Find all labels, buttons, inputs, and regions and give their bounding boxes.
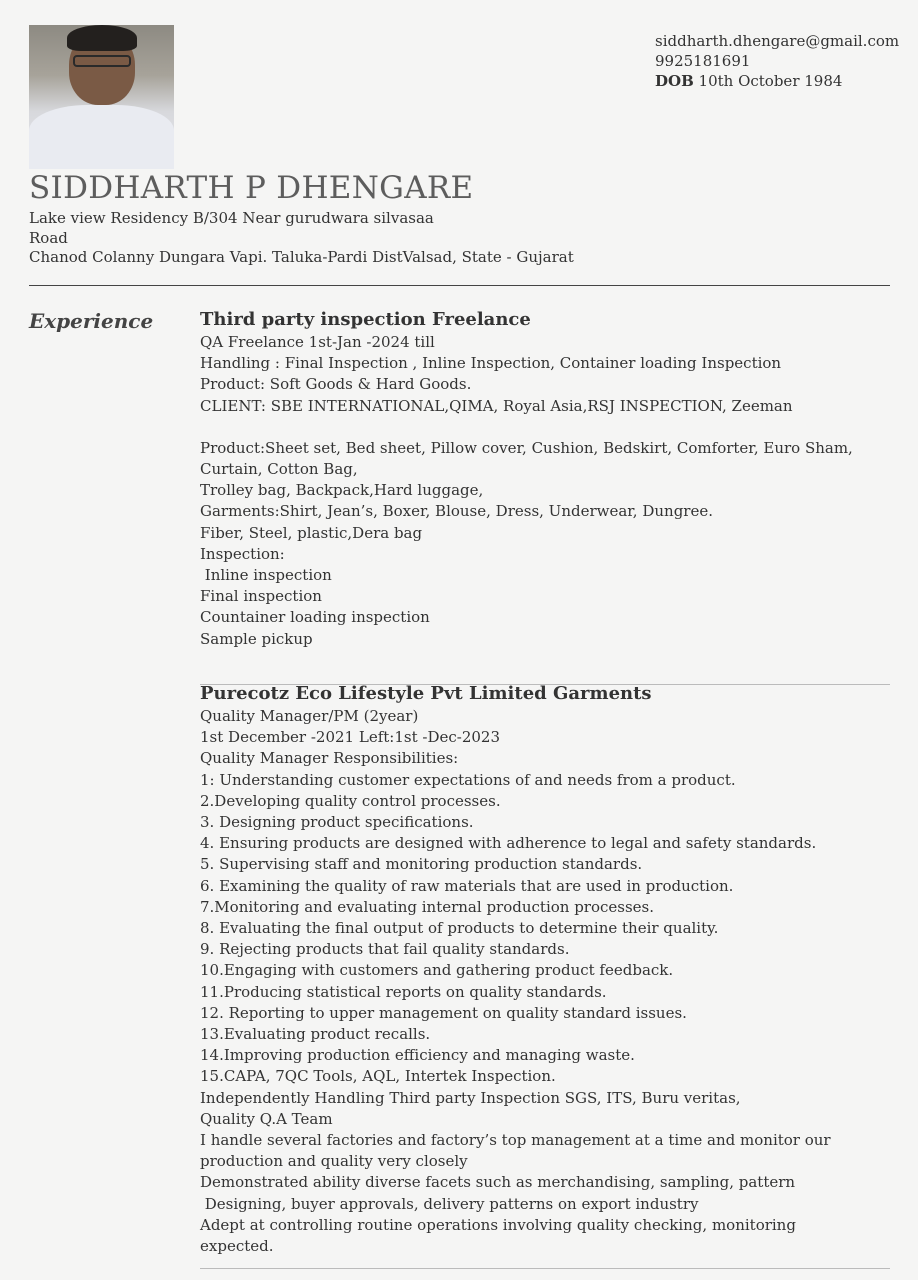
job-line: 7.Monitoring and evaluating internal production processes. <box>200 897 655 916</box>
job-line: Adept at controlling routine operations involving quality checking, monitoring <box>200 1215 796 1234</box>
job-line: 6. Examining the quality of raw materials that are used in production. <box>200 876 734 895</box>
job-line: I handle several factories and factory’s top management at a time and monitor our <box>200 1131 831 1150</box>
job-line: Demonstrated ability diverse facets such as merchandising, sampling, pattern <box>200 1173 796 1192</box>
job-line: production and quality very closely <box>200 1152 468 1171</box>
job-line: 4. Ensuring products are designed with adherence to legal and safety standards. <box>200 834 817 853</box>
profile-photo <box>29 25 174 169</box>
dob-line <box>655 71 899 91</box>
job-title: Third party inspection Freelance <box>200 309 531 330</box>
job-line: 10.Engaging with customers and gathering product feedback. <box>200 961 674 980</box>
job-line: Quality Manager Responsibilities: <box>200 749 459 768</box>
job-line: 12. Reporting to upper management on quality standard issues. <box>200 1003 687 1022</box>
product-line: Inspection: <box>200 544 285 563</box>
address-line: Road <box>29 228 68 247</box>
job-entry-purecotz <box>200 682 890 1257</box>
address-block <box>29 209 574 268</box>
job-title: Purecotz Eco Lifestyle Pvt Limited Garments <box>200 683 652 704</box>
address-line: Lake view Residency B/304 Near gurudwara silvasaa <box>29 209 434 227</box>
job-line: 11.Producing statistical reports on quality standards. <box>200 982 607 1001</box>
job-line: Handling : Final Inspection , Inline Inspection, Container loading Inspection <box>200 354 782 373</box>
product-line: Sample pickup <box>200 629 313 648</box>
phone-text: 9925181691 <box>655 52 751 70</box>
product-line: Fiber, Steel, plastic,Dera bag <box>200 523 423 542</box>
product-line: Final inspection <box>200 587 322 606</box>
job-line: Quality Q.A Team <box>200 1109 333 1128</box>
job-line: 1st December -2021 Left:1st -Dec-2023 <box>200 728 500 747</box>
job-line: QA Freelance 1st-Jan -2024 till <box>200 333 435 351</box>
job-line: 14.Improving production efficiency and managing waste. <box>200 1046 635 1065</box>
product-line: Inline inspection <box>200 566 332 585</box>
job-entry-freelance <box>200 308 890 650</box>
job-divider <box>200 1268 890 1269</box>
job-line: 1: Understanding customer expectations of and needs from a product. <box>200 770 736 789</box>
job-line: 15.CAPA, 7QC Tools, AQL, Intertek Inspection. <box>200 1067 556 1086</box>
photo-glasses <box>73 55 131 67</box>
photo-hair <box>67 25 137 51</box>
dob-value: 10th October 1984 <box>693 72 843 90</box>
section-title-experience: Experience <box>29 309 154 333</box>
job-line: 13.Evaluating product recalls. <box>200 1025 431 1044</box>
job-line: 5. Supervising staff and monitoring production standards. <box>200 855 643 874</box>
job-line: 9. Rejecting products that fail quality standards. <box>200 940 570 959</box>
job-line: expected. <box>200 1237 274 1256</box>
candidate-name: SIDDHARTH P DHENGARE <box>29 170 474 206</box>
product-line: Garments:Shirt, Jean’s, Boxer, Blouse, Dress, Underwear, Dungree. <box>200 502 713 521</box>
job-line: CLIENT: SBE INTERNATIONAL,QIMA, Royal Asia,RSJ INSPECTION, Zeeman <box>200 396 793 415</box>
address-line: Chanod Colanny Dungara Vapi. Taluka-Pardi DistValsad, State - Gujarat <box>29 248 574 266</box>
job-line: Product: Soft Goods & Hard Goods. <box>200 375 472 394</box>
contact-block <box>655 31 899 91</box>
dob-label: DOB <box>655 72 694 90</box>
email-text: siddharth.dhengare@gmail.com <box>655 32 900 50</box>
header-divider <box>29 285 890 286</box>
job-line: 2.Developing quality control processes. <box>200 791 501 810</box>
job-line: Designing, buyer approvals, delivery patterns on export industry <box>200 1194 699 1213</box>
product-line: Trolley bag, Backpack,Hard luggage, <box>200 481 484 500</box>
job-line: 8. Evaluating the final output of products to determine their quality. <box>200 919 719 938</box>
product-line: Curtain, Cotton Bag, <box>200 460 358 479</box>
product-line: Product:Sheet set, Bed sheet, Pillow cover, Cushion, Bedskirt, Comforter, Euro Sham, <box>200 438 853 457</box>
photo-shirt <box>29 105 174 169</box>
job-line: 3. Designing product specifications. <box>200 813 474 832</box>
job-line: Independently Handling Third party Inspection SGS, ITS, Buru veritas, <box>200 1088 741 1107</box>
job-line: Quality Manager/PM (2year) <box>200 707 419 725</box>
product-line: Countainer loading inspection <box>200 608 430 627</box>
